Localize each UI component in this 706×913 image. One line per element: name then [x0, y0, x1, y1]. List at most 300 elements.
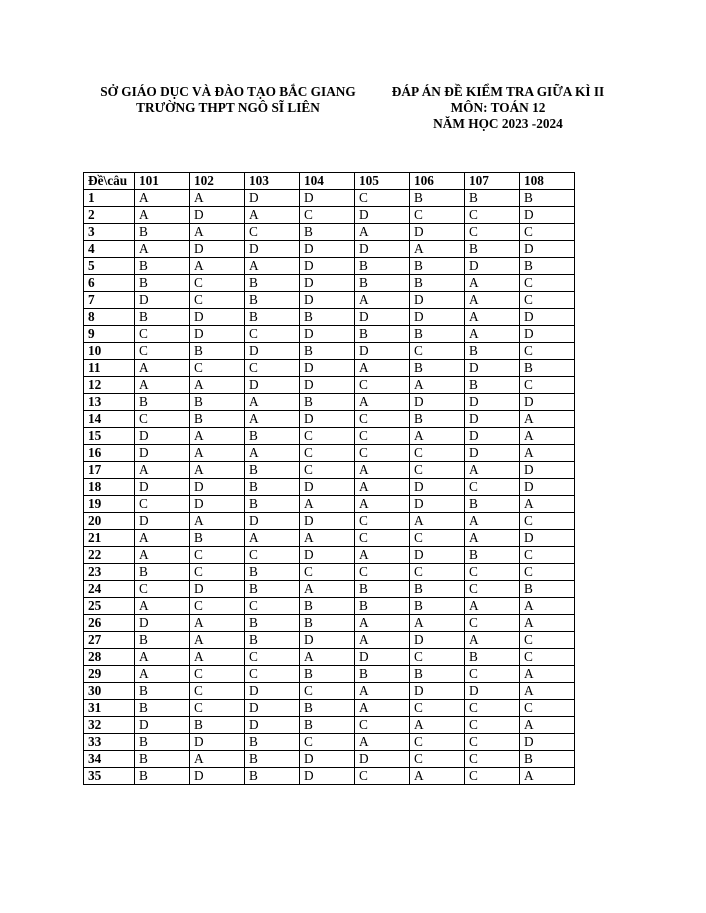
answer-cell: B — [300, 394, 355, 411]
question-number: 21 — [84, 530, 135, 547]
exam-code-header: 101 — [135, 173, 190, 190]
answer-cell: D — [190, 768, 245, 785]
answer-cell: C — [465, 207, 520, 224]
answer-cell: A — [135, 598, 190, 615]
answer-cell: C — [300, 683, 355, 700]
answer-cell: C — [410, 734, 465, 751]
answer-cell: D — [300, 547, 355, 564]
answer-cell: C — [190, 292, 245, 309]
answer-cell: C — [410, 445, 465, 462]
answer-cell: A — [520, 666, 575, 683]
answer-cell: A — [135, 666, 190, 683]
table-row — [84, 666, 575, 683]
answer-cell: B — [300, 615, 355, 632]
answer-cell: A — [245, 207, 300, 224]
answer-cell: C — [520, 564, 575, 581]
answer-cell: C — [465, 751, 520, 768]
table-row — [84, 241, 575, 258]
question-number: 29 — [84, 666, 135, 683]
answer-cell: A — [135, 207, 190, 224]
table-row — [84, 683, 575, 700]
question-number: 6 — [84, 275, 135, 292]
answer-cell: A — [245, 258, 300, 275]
answer-cell: D — [520, 326, 575, 343]
answer-cell: A — [520, 428, 575, 445]
answer-cell: D — [135, 513, 190, 530]
answer-cell: B — [245, 479, 300, 496]
answer-cell: D — [300, 513, 355, 530]
answer-cell: D — [410, 292, 465, 309]
answer-cell: A — [190, 615, 245, 632]
answer-cell: D — [300, 360, 355, 377]
answer-cell: B — [355, 258, 410, 275]
answer-cell: B — [245, 428, 300, 445]
answer-cell: D — [465, 445, 520, 462]
table-row — [84, 445, 575, 462]
exam-code-header: 107 — [465, 173, 520, 190]
answer-cell: D — [245, 241, 300, 258]
answer-cell: D — [135, 479, 190, 496]
answer-cell: B — [245, 632, 300, 649]
answer-cell: D — [410, 547, 465, 564]
answer-cell: D — [465, 428, 520, 445]
answer-cell: B — [410, 326, 465, 343]
subject-line: MÔN: TOÁN 12 — [450, 100, 546, 115]
answer-cell: A — [355, 547, 410, 564]
table-row — [84, 581, 575, 598]
answer-cell: B — [190, 530, 245, 547]
table-row — [84, 564, 575, 581]
answer-cell: B — [300, 717, 355, 734]
answer-cell: A — [190, 649, 245, 666]
answer-cell: C — [410, 751, 465, 768]
answer-cell: D — [465, 258, 520, 275]
answer-cell: B — [520, 258, 575, 275]
answer-cell: C — [300, 445, 355, 462]
table-row — [84, 700, 575, 717]
answer-cell: A — [245, 445, 300, 462]
answer-cell: D — [410, 496, 465, 513]
answer-cell: C — [410, 462, 465, 479]
answer-cell: A — [410, 513, 465, 530]
answer-cell: A — [135, 462, 190, 479]
answer-cell: D — [300, 479, 355, 496]
answer-cell: C — [190, 547, 245, 564]
answer-cell: A — [355, 479, 410, 496]
answer-cell: C — [465, 734, 520, 751]
answer-cell: C — [190, 598, 245, 615]
answer-cell: D — [520, 241, 575, 258]
answer-key-table — [83, 172, 575, 785]
answer-cell: B — [355, 326, 410, 343]
question-number: 25 — [84, 598, 135, 615]
answer-cell: B — [135, 734, 190, 751]
answer-cell: D — [355, 309, 410, 326]
table-row — [84, 462, 575, 479]
answer-cell: C — [465, 666, 520, 683]
answer-cell: C — [355, 411, 410, 428]
question-number: 14 — [84, 411, 135, 428]
answer-cell: D — [190, 479, 245, 496]
answer-cell: A — [465, 326, 520, 343]
answer-cell: C — [410, 530, 465, 547]
table-row — [84, 258, 575, 275]
answer-cell: C — [465, 581, 520, 598]
answer-cell: D — [465, 683, 520, 700]
answer-cell: D — [410, 309, 465, 326]
answer-cell: D — [245, 683, 300, 700]
question-number: 35 — [84, 768, 135, 785]
answer-cell: D — [355, 343, 410, 360]
answer-cell: C — [355, 190, 410, 207]
table-row — [84, 394, 575, 411]
table-row — [84, 734, 575, 751]
answer-cell: D — [355, 207, 410, 224]
answer-cell: C — [300, 734, 355, 751]
answer-cell: B — [465, 190, 520, 207]
answer-cell: B — [410, 275, 465, 292]
answer-cell: B — [135, 309, 190, 326]
table-row — [84, 428, 575, 445]
answer-cell: B — [465, 547, 520, 564]
answer-cell: D — [300, 411, 355, 428]
answer-cell: B — [245, 768, 300, 785]
table-header-row — [84, 173, 575, 190]
answer-cell: A — [465, 275, 520, 292]
table-row — [84, 207, 575, 224]
question-number: 20 — [84, 513, 135, 530]
answer-cell: C — [300, 564, 355, 581]
answer-cell: A — [520, 683, 575, 700]
answer-cell: A — [520, 411, 575, 428]
answer-cell: B — [245, 751, 300, 768]
answer-cell: A — [190, 632, 245, 649]
question-number: 4 — [84, 241, 135, 258]
question-number: 23 — [84, 564, 135, 581]
answer-cell: B — [465, 241, 520, 258]
answer-cell: C — [190, 700, 245, 717]
question-number: 28 — [84, 649, 135, 666]
answer-cell: B — [465, 649, 520, 666]
table-row — [84, 343, 575, 360]
answer-cell: B — [355, 275, 410, 292]
answer-cell: D — [520, 462, 575, 479]
answer-cell: B — [135, 275, 190, 292]
answer-cell: B — [135, 564, 190, 581]
answer-cell: A — [135, 649, 190, 666]
answer-cell: B — [190, 717, 245, 734]
answer-cell: C — [520, 632, 575, 649]
question-number: 27 — [84, 632, 135, 649]
answer-cell: D — [245, 343, 300, 360]
answer-cell: A — [135, 547, 190, 564]
question-number: 1 — [84, 190, 135, 207]
answer-cell: A — [190, 428, 245, 445]
answer-cell: C — [245, 666, 300, 683]
answer-cell: D — [135, 717, 190, 734]
answer-cell: B — [465, 377, 520, 394]
answer-cell: A — [190, 513, 245, 530]
answer-cell: D — [135, 445, 190, 462]
answer-cell: C — [355, 768, 410, 785]
table-row — [84, 326, 575, 343]
answer-cell: C — [465, 717, 520, 734]
answer-cell: A — [135, 190, 190, 207]
answer-cell: B — [245, 292, 300, 309]
answer-cell: B — [465, 496, 520, 513]
answer-cell: B — [245, 496, 300, 513]
answer-cell: A — [355, 683, 410, 700]
answer-cell: D — [300, 751, 355, 768]
answer-cell: A — [190, 258, 245, 275]
answer-cell: A — [135, 377, 190, 394]
table-row — [84, 751, 575, 768]
answer-cell: A — [465, 632, 520, 649]
answer-cell: D — [520, 394, 575, 411]
answer-cell: C — [520, 377, 575, 394]
answer-cell: D — [410, 394, 465, 411]
answer-cell: D — [300, 190, 355, 207]
answer-cell: D — [190, 326, 245, 343]
answer-cell: D — [190, 309, 245, 326]
answer-cell: B — [245, 462, 300, 479]
answer-cell: D — [355, 649, 410, 666]
answer-cell: A — [355, 496, 410, 513]
exam-code-header: 104 — [300, 173, 355, 190]
answer-cell: A — [410, 768, 465, 785]
school-year-line: NĂM HỌC 2023 -2024 — [433, 116, 563, 131]
answer-cell: D — [355, 751, 410, 768]
answer-cell: D — [520, 734, 575, 751]
document-title: ĐÁP ÁN ĐỀ KIỂM TRA GIỮA KÌ II — [391, 84, 605, 99]
answer-cell: B — [300, 598, 355, 615]
answer-cell: D — [190, 581, 245, 598]
answer-cell: B — [245, 275, 300, 292]
answer-cell: D — [300, 241, 355, 258]
exam-code-header: 106 — [410, 173, 465, 190]
answer-cell: B — [520, 751, 575, 768]
answer-cell: A — [465, 462, 520, 479]
answer-cell: C — [355, 513, 410, 530]
answer-cell: C — [355, 564, 410, 581]
question-number: 2 — [84, 207, 135, 224]
department-name: SỞ GIÁO DỤC VÀ ĐÀO TẠO BẮC GIANG — [100, 84, 356, 99]
question-number: 19 — [84, 496, 135, 513]
answer-cell: D — [520, 530, 575, 547]
answer-cell: A — [135, 530, 190, 547]
answer-cell: A — [190, 445, 245, 462]
exam-code-header: 108 — [520, 173, 575, 190]
answer-cell: C — [245, 547, 300, 564]
answer-cell: C — [355, 717, 410, 734]
answer-cell: C — [410, 564, 465, 581]
answer-cell: C — [410, 207, 465, 224]
answer-cell: A — [300, 581, 355, 598]
answer-cell: D — [300, 377, 355, 394]
answer-cell: C — [520, 292, 575, 309]
question-number: 30 — [84, 683, 135, 700]
school-header — [88, 84, 368, 116]
answer-cell: A — [410, 615, 465, 632]
question-number: 9 — [84, 326, 135, 343]
answer-cell: C — [245, 598, 300, 615]
answer-cell: C — [355, 377, 410, 394]
answer-cell: D — [520, 207, 575, 224]
answer-cell: B — [135, 224, 190, 241]
answer-cell: B — [355, 598, 410, 615]
exam-code-header: 103 — [245, 173, 300, 190]
table-row — [84, 360, 575, 377]
answer-cell: A — [520, 598, 575, 615]
answer-cell: A — [520, 445, 575, 462]
answer-cell: C — [465, 768, 520, 785]
answer-cell: B — [520, 190, 575, 207]
answer-cell: D — [245, 190, 300, 207]
answer-cell: C — [520, 224, 575, 241]
answer-cell: A — [135, 241, 190, 258]
table-row — [84, 598, 575, 615]
answer-cell: A — [520, 768, 575, 785]
answer-cell: B — [190, 394, 245, 411]
table-row — [84, 292, 575, 309]
answer-cell: D — [300, 326, 355, 343]
answer-cell: B — [410, 360, 465, 377]
answer-cell: A — [410, 428, 465, 445]
answer-cell: D — [465, 360, 520, 377]
answer-cell: C — [245, 224, 300, 241]
answer-cell: B — [410, 258, 465, 275]
answer-cell: D — [135, 428, 190, 445]
answer-cell: A — [245, 411, 300, 428]
corner-header: Đề\câu — [84, 173, 135, 190]
table-row — [84, 479, 575, 496]
table-row — [84, 309, 575, 326]
answer-cell: C — [245, 360, 300, 377]
question-number: 7 — [84, 292, 135, 309]
question-number: 15 — [84, 428, 135, 445]
answer-cell: B — [135, 394, 190, 411]
answer-cell: C — [135, 496, 190, 513]
answer-cell: D — [190, 496, 245, 513]
answer-cell: A — [190, 751, 245, 768]
answer-cell: D — [410, 479, 465, 496]
answer-cell: C — [410, 649, 465, 666]
answer-cell: A — [465, 292, 520, 309]
answer-cell: C — [245, 326, 300, 343]
answer-cell: B — [410, 190, 465, 207]
answer-cell: C — [465, 564, 520, 581]
table-row — [84, 632, 575, 649]
answer-cell: C — [190, 275, 245, 292]
answer-cell: C — [300, 428, 355, 445]
table-row — [84, 224, 575, 241]
table-row — [84, 513, 575, 530]
answer-cell: D — [190, 241, 245, 258]
answer-cell: D — [465, 394, 520, 411]
answer-cell: C — [300, 462, 355, 479]
answer-cell: B — [245, 581, 300, 598]
answer-cell: D — [300, 275, 355, 292]
answer-cell: C — [465, 700, 520, 717]
answer-cell: B — [520, 581, 575, 598]
question-number: 5 — [84, 258, 135, 275]
question-number: 34 — [84, 751, 135, 768]
answer-cell: A — [355, 734, 410, 751]
answer-cell: D — [355, 241, 410, 258]
exam-header — [382, 84, 614, 132]
answer-cell: B — [300, 700, 355, 717]
question-number: 12 — [84, 377, 135, 394]
answer-cell: D — [190, 207, 245, 224]
answer-cell: C — [520, 547, 575, 564]
answer-cell: C — [520, 513, 575, 530]
answer-cell: C — [520, 275, 575, 292]
answer-cell: B — [300, 343, 355, 360]
answer-cell: C — [190, 666, 245, 683]
answer-cell: D — [520, 479, 575, 496]
answer-cell: C — [190, 564, 245, 581]
table-row — [84, 377, 575, 394]
exam-code-header: 105 — [355, 173, 410, 190]
answer-cell: B — [190, 411, 245, 428]
answer-cell: B — [300, 666, 355, 683]
answer-cell: B — [410, 581, 465, 598]
answer-cell: C — [355, 530, 410, 547]
answer-cell: C — [135, 411, 190, 428]
answer-cell: A — [190, 190, 245, 207]
answer-cell: A — [465, 530, 520, 547]
table-row — [84, 496, 575, 513]
question-number: 18 — [84, 479, 135, 496]
answer-cell: D — [410, 632, 465, 649]
answer-cell: A — [410, 241, 465, 258]
answer-cell: A — [520, 717, 575, 734]
answer-cell: B — [190, 343, 245, 360]
answer-cell: B — [135, 258, 190, 275]
question-number: 24 — [84, 581, 135, 598]
question-number: 16 — [84, 445, 135, 462]
answer-cell: C — [355, 428, 410, 445]
answer-cell: A — [190, 377, 245, 394]
question-number: 11 — [84, 360, 135, 377]
answer-cell: C — [410, 700, 465, 717]
answer-cell: C — [465, 615, 520, 632]
answer-cell: D — [190, 734, 245, 751]
answer-cell: B — [410, 666, 465, 683]
answer-cell: A — [355, 360, 410, 377]
answer-cell: B — [135, 700, 190, 717]
answer-cell: C — [520, 649, 575, 666]
answer-cell: C — [410, 343, 465, 360]
answer-cell: A — [300, 649, 355, 666]
answer-cell: D — [465, 411, 520, 428]
answer-cell: D — [300, 258, 355, 275]
answer-cell: A — [355, 632, 410, 649]
exam-code-header: 102 — [190, 173, 245, 190]
question-number: 33 — [84, 734, 135, 751]
answer-cell: A — [190, 462, 245, 479]
question-number: 8 — [84, 309, 135, 326]
answer-cell: D — [300, 632, 355, 649]
answer-rows — [84, 190, 575, 785]
answer-cell: C — [190, 683, 245, 700]
answer-cell: C — [520, 343, 575, 360]
answer-cell: D — [135, 615, 190, 632]
answer-cell: A — [135, 360, 190, 377]
answer-cell: B — [245, 615, 300, 632]
answer-cell: B — [135, 683, 190, 700]
question-number: 13 — [84, 394, 135, 411]
